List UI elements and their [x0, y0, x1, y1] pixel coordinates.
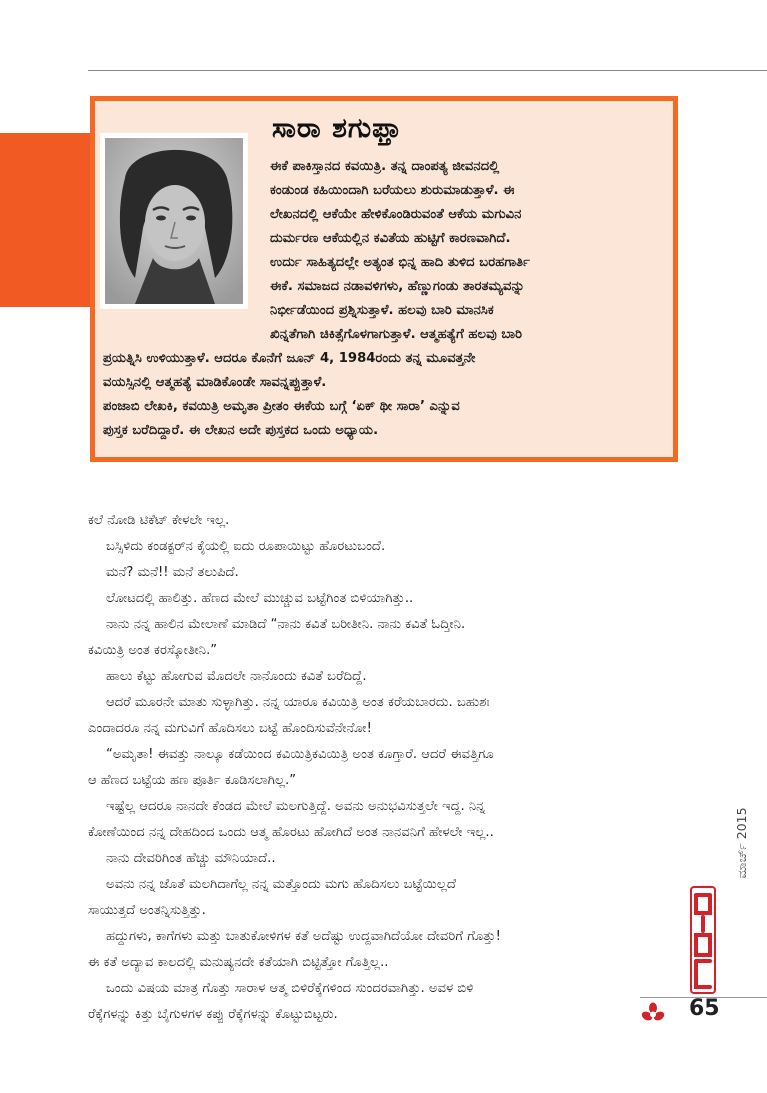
profile-line: ಪ್ರಯತ್ನಿಸಿ ಉಳಿಯುತ್ತಾಳೆ. ಆದರೂ ಕೊನೆಗೆ ಜೂನ್ 4, 1984ರಂದು ತನ್ನ ಮೂವತ್ತನೇ — [103, 351, 476, 366]
body-line: ಈ ಕತೆ ಅದ್ಯಾವ ಕಾಲದಲ್ಲಿ ಮನುಷ್ಯನದೇ ಕತೆಯಾಗಿ ಬಿಟ್ಟಿತ್ತೋ ಗೊತ್ತಿಲ್ಲ.. — [88, 955, 389, 970]
body-line: ಇಷ್ಟೆಲ್ಲ ಆದರೂ ನಾನದೇ ಕೆಂಡದ ಮೇಲೆ ಮಲಗುತ್ತಿದ್ದೆ. ಅವನು ಅನುಭವಿಸುತ್ತಲೇ ಇದ್ದ. ನಿನ್ನ — [106, 799, 486, 814]
body-line: ರೆಕ್ಕೆಗಳನ್ನು ಕಿತ್ತು ಬೈಗುಳಗಳ ಕಪ್ಪು ರೆಕ್ಕೆಗಳನ್ನು ಕೊಟ್ಟುಬಿಟ್ಟರು. — [88, 1007, 338, 1022]
profile-line: ಪುಸ್ತಕ ಬರೆದಿದ್ದಾರೆ. ಈ ಲೇಖನ ಅದೇ ಪುಸ್ತಕದ ಒಂದು ಅಧ್ಯಾಯ. — [103, 423, 379, 438]
profile-line: ಖಿನ್ನತೆಗಾಗಿ ಚಿಕಿತ್ಸೆಗೊಳಗಾಗುತ್ತಾಳೆ. ಆತ್ಮಹತ್ಯೆಗೆ ಹಲವು ಬಾರಿ — [270, 327, 523, 342]
body-line: ಕಲೆ ನೋಡಿ ಟಿಕೆಟ್ ಕೇಳಲೇ ಇಲ್ಲ. — [88, 513, 230, 528]
profile-line: ಕಂಡುಂಡ ಕಹಿಯಿಂದಾಗಿ ಬರೆಯಲು ಶುರುಮಾಡುತ್ತಾಳೆ. ಈ — [270, 183, 515, 198]
body-line: ಆ ಹೆಣದ ಬಟ್ಟೆಯ ಹಣ ಪೂರ್ತಿ ಕೂಡಿಸಲಾಗಿಲ್ಲ.” — [88, 773, 297, 788]
profile-title: ಸಾರಾ ಶಗುಫ್ತಾ — [272, 113, 403, 144]
profile-line: ಲೇಖನದಲ್ಲಿ ಆಕೆಯೇ ಹೇಳಿಕೊಂಡಿರುವಂತೆ ಆಕೆಯ ಮಗುವಿನ — [270, 207, 522, 222]
flower-icon — [641, 1002, 665, 1026]
body-line: ಹದ್ದುಗಳು, ಕಾಗೆಗಳು ಮತ್ತು ಬಾತುಕೋಳಿಗಳ ಕತೆ ಅದೆಷ್ಟು ಉದ್ದವಾಗಿದೆಯೋ ದೇವರಿಗೆ ಗೊತ್ತು! — [106, 929, 501, 944]
profile-line: ವಯಸ್ಸಿನಲ್ಲಿ ಆತ್ಮಹತ್ಯೆ ಮಾಡಿಕೊಂಡೇ ಸಾವನ್ನಪ್ಪುತ್ತಾಳೆ. — [103, 375, 327, 390]
body-line: ಕೋಣೆಯಿಂದ ನನ್ನ ದೇಹದಿಂದ ಒಂದು ಆತ್ಮ ಹೊರಟು ಹೋಗಿದೆ ಅಂತ ನಾನವನಿಗೆ ಹೇಳಲೇ ಇಲ್ಲ.. — [88, 825, 494, 840]
body-line: ಬಸ್ಸಿಳಿದು ಕಂಡಕ್ಟರ್‌ನ ಕೈಯಲ್ಲಿ ಐದು ರೂಪಾಯಿಟ್ಟು ಹೊರಟುಬಂದೆ. — [106, 539, 386, 554]
body-line: “ಅಮೃತಾ! ಈವತ್ತು ನಾಲ್ಕೂ ಕಡೆಯಿಂದ ಕವಿಯಿತ್ರಿಕವಿಯಿತ್ರಿ ಅಂತ ಕೂಗ್ತಾರೆ. ಆದರೆ ಈವತ್ತಿಗೂ — [106, 747, 494, 762]
body-line: ಎಂದಾದರೂ ನನ್ನ ಮಗುವಿಗೆ ಹೊದಿಸಲು ಬಟ್ಟೆ ಹೊಂದಿಸುವೆನೇನೋ! — [88, 721, 372, 736]
body-line: ಆದರೆ ಮೂರನೇ ಮಾತು ಸುಳ್ಳಾಗಿತ್ತು. ನನ್ನ ಯಾರೂ ಕವಿಯಿತ್ರಿ ಅಂತ ಕರೆಯಬಾರದು. ಬಹುಶಃ — [106, 695, 490, 710]
body-line: ಕವಿಯಿತ್ರಿ ಅಂತ ಕರಸ್ಕೋತೀನಿ.” — [88, 643, 218, 658]
top-rule — [88, 70, 767, 71]
author-photo — [105, 138, 243, 304]
profile-line: ಈಕೆ ಪಾಕಿಸ್ತಾನದ ಕವಯಿತ್ರಿ. ತನ್ನ ದಾಂಪತ್ಯ ಜೀವನದಲ್ಲಿ — [270, 159, 500, 174]
body-line: ಲೋಟದಲ್ಲಿ ಹಾಲಿತ್ತು. ಹೆಣದ ಮೇಲೆ ಮುಚ್ಚುವ ಬಟ್ಟೆಗಿಂತ ಬಿಳಿಯಾಗಿತ್ತು.. — [106, 591, 414, 606]
body-line: ಹಾಲು ಕೆಟ್ಟು ಹೋಗುವ ಮೊದಲೇ ನಾನೊಂದು ಕವಿತೆ ಬರೆದಿದ್ದೆ. — [106, 669, 367, 684]
profile-line: ನಿರ್ಭೀಡೆಯಿಂದ ಪ್ರಶ್ನಿಸುತ್ತಾಳೆ. ಹಲವು ಬಾರಿ ಮಾನಸಿಕ — [270, 303, 494, 318]
body-line: ಅವನು ನನ್ನ ಜೊತೆ ಮಲಗಿದಾಗೆಲ್ಲ ನನ್ನ ಮತ್ತೊಂದು ಮಗು ಹೊದಿಸಲು ಬಟ್ಟೆಯಿಲ್ಲದೆ — [106, 877, 456, 892]
magazine-logo — [688, 885, 718, 995]
issue-date: ಮಾರ್ಚ್ 2015 — [734, 807, 749, 879]
body-line: ಸಾಯುತ್ತದೆ ಅಂತನ್ನಿಸುತ್ತಿತ್ತು. — [88, 903, 206, 918]
profile-line: ಉರ್ದು ಸಾಹಿತ್ಯದಲ್ಲೇ ಅತ್ಯಂತ ಭಿನ್ನ ಹಾದಿ ತುಳಿದ ಬರಹಗಾರ್ತಿ — [270, 255, 530, 270]
body-line: ಒಂದು ವಿಷಯ ಮಾತ್ರ ಗೊತ್ತು ಸಾರಾಳ ಆತ್ಮ ಬಿಳಿರೆಕ್ಕೆಗಳಿಂದ ಸುಂದರವಾಗಿತ್ತು. ಅವಳ ಬಿಳಿ — [106, 981, 474, 996]
orange-accent-tab — [0, 133, 95, 307]
author-profile-box — [90, 96, 678, 462]
profile-line: ಈಕೆ. ಸಮಾಜದ ನಡಾವಳಿಗಳು, ಹೆಣ್ಣುಗಂಡು ತಾರತಮ್ಯವನ್ನು — [270, 279, 525, 294]
profile-line: ಪಂಜಾಬಿ ಲೇಖಕಿ, ಕವಯಿತ್ರಿ ಅಮೃತಾ ಪ್ರೀತಂ ಈಕೆಯ ಬಗ್ಗೆ ‘ಏಕ್ ಥೀ ಸಾರಾ’ ಎನ್ನುವ — [103, 399, 460, 414]
body-line: ನಾನು ದೇವರಿಗಿಂತ ಹೆಚ್ಚು ಮೌನಿಯಾದೆ.. — [106, 851, 276, 866]
body-line: ಮನೆ? ಮನೆ!! ಮನೆ ತಲುಪಿದೆ. — [106, 565, 239, 580]
body-line: ನಾನು ನನ್ನ ಹಾಲಿನ ಮೇಲಾಣೆ ಮಾಡಿದೆ “ನಾನು ಕವಿತೆ ಬರೀತೀನಿ. ನಾನು ಕವಿತೆ ಓದ್ತೀನಿ. — [106, 617, 466, 632]
page-number: 65 — [689, 996, 720, 1021]
profile-line: ದುರ್ಮರಣ ಆಕೆಯಲ್ಲಿನ ಕವಿತೆಯ ಹುಟ್ಟಿಗೆ ಕಾರಣವಾಗಿದೆ. — [270, 231, 511, 246]
author-photo-frame — [100, 133, 248, 309]
